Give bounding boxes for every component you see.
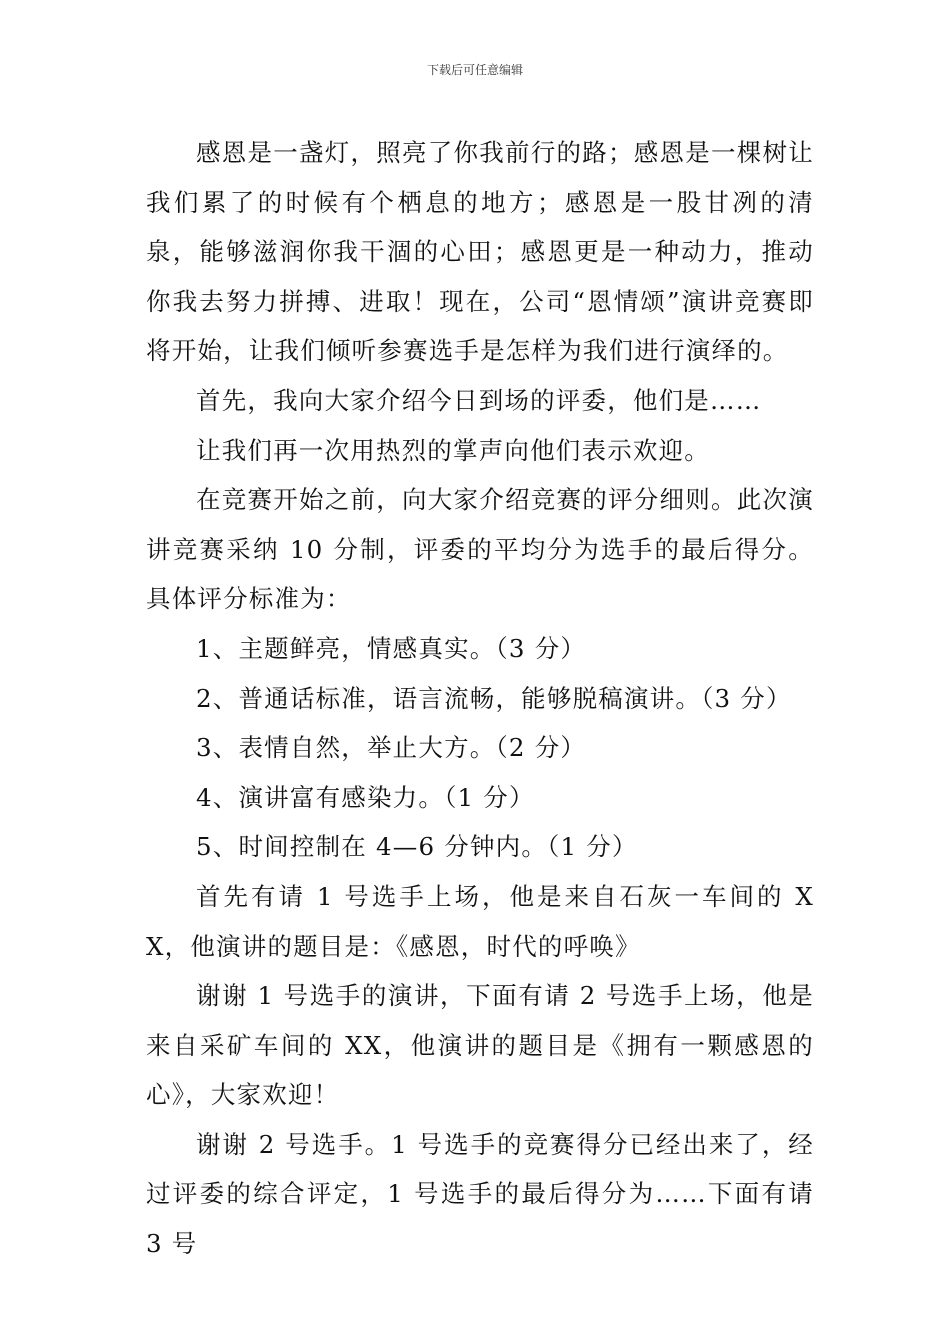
document-body (146, 128, 814, 1269)
paragraph-contestant-1: 首先有请 1 号选手上场，他是来自石灰一车间的 XX，他演讲的题目是：《感恩，时代的呼唤》 (146, 881, 814, 961)
paragraph-applause: 让我们再一次用热烈的掌声向他们表示欢迎。 (196, 435, 710, 465)
page-header-note: 下载后可任意编辑 (426, 63, 523, 77)
paragraph-intro: 感恩是一盏灯，照亮了你我前行的路；感恩是一棵树让我们累了的时候有个栖息的地方；感恩是一股甘冽的清泉，能够滋润你我干涸的心田；感恩更是一种动力，推动你我去努力拼搏、进取！现在，公司“恩情颂”演讲竞赛即将开始，让我们倾听参赛选手是怎样为我们进行演绎的。 (146, 138, 814, 366)
rule-item-3: 3、表情自然，举止大方。（2 分） (196, 733, 587, 763)
paragraph-contestant-2: 谢谢 1 号选手的演讲，下面有请 2 号选手上场，他是来自采矿车间的 XX，他演讲的题目是《拥有一颗感恩的心》，大家欢迎！ (146, 981, 814, 1110)
rule-item-1: 1、主题鲜亮，情感真实。（3 分） (196, 633, 587, 663)
paragraph-rules: 在竞赛开始之前，向大家介绍竞赛的评分细则。此次演讲竞赛采纳 10 分制，评委的平均分为选手的最后得分。具体评分标准为： (146, 485, 814, 614)
rule-item-2: 2、普通话标准，语言流畅，能够脱稿演讲。（3 分） (196, 683, 792, 713)
paragraph-judges: 首先，我向大家介绍今日到场的评委，他们是…… (196, 385, 762, 415)
paragraph-contestant-3: 谢谢 2 号选手。1 号选手的竞赛得分已经出来了，经过评委的综合评定，1 号选手的最后得分为……下面有请 3 号 (146, 1129, 814, 1259)
rule-item-5: 5、时间控制在 4—6 分钟内。（1 分） (196, 832, 638, 862)
rule-item-4: 4、演讲富有感染力。（1 分） (196, 782, 535, 812)
